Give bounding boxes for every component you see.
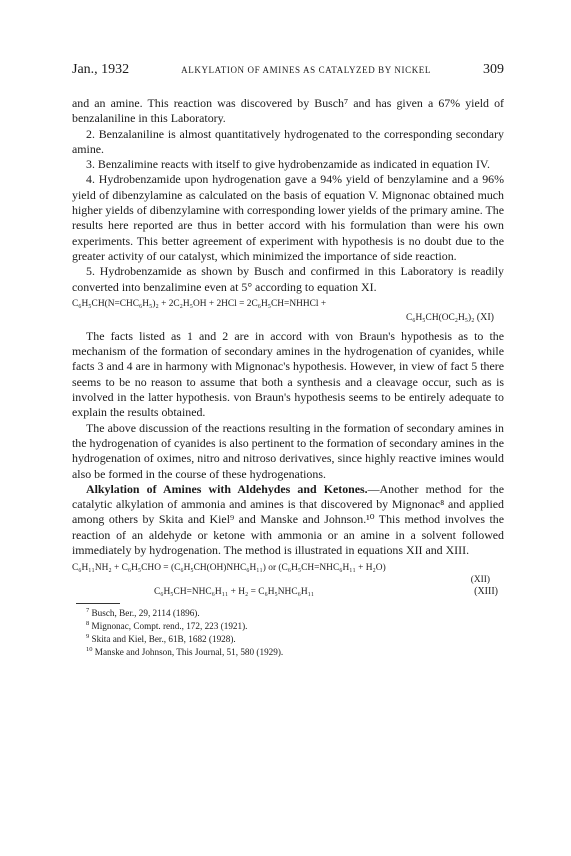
footnote-mark: 9 [86,633,90,641]
footnote-divider [76,603,120,604]
running-header [72,62,504,84]
page-number: 309 [482,62,504,77]
equation-xii-tag: (XII) [470,575,490,586]
equation-xii [72,561,504,585]
equation-xiii-tag: (XIII) [474,586,498,598]
footnote-mark: 7 [86,607,90,615]
paragraph-continuation: and an amine. This reaction was discovered by Busch⁷ and has given a 67% yield of benzalaniline in this Laboratory. [72,96,504,126]
section-heading: Alkylation of Amines with Aldehydes and Ketones. [86,481,368,496]
equation-xi-tag: (XI) [476,311,494,323]
equation-xii-line: C₆H₁₁NH₂ + C₆H₅CHO = (C₆H₅CH(OH)NHC₆H₁₁) or (C₆H₅CH=NHC₆H₁₁ + H₂O) [72,563,386,574]
equation-xi-line-2 [72,311,504,325]
footnote-text: Skita and Kiel, Ber., 61B, 1682 (1928). [91,634,236,645]
paragraph-alkylation [72,482,504,558]
footnote-text: Manske and Johnson, This Journal, 51, 580 (1929). [94,647,284,658]
paragraph-pertinent: The above discussion of the reactions resulting in the formation of secondary amines in the hydrogenation of cyanides is also pertinent to the formation of secondary amines in the hydrogenation of oximes, nitro and nitroso derivatives, since highly reactive imines would also be formed in the course of these hydrogenations. [72,420,504,481]
paragraph-fact-3: 3. Benzalimine reacts with itself to give hydrobenzamide as indicated in equation IV. [86,157,490,172]
footnote-text: Mignonac, Compt. rend., 172, 223 (1921). [91,621,248,632]
footnote-10 [72,646,504,659]
header-date: Jan., 1932 [72,62,130,77]
equation-xiii [72,585,504,599]
paragraph-fact-5: 5. Hydrobenzamide as shown by Busch and confirmed in this Laboratory is readily converted into benzalimine even at 5° according to equation XI. [72,264,504,294]
footnote-mark: 10 [86,646,93,654]
equation-xi [72,297,504,325]
paragraph-fact-2: 2. Benzalaniline is almost quantitatively hydrogenated to the corresponding secondary amine. [72,126,504,156]
page [72,62,504,659]
equation-xiii-line: C₆H₅CH=NHC₆H₁₁ + H₂ = C₆H₅NHC₆H₁₁ [154,587,315,598]
header-running-title: ALKYLATION OF AMINES AS CATALYZED BY NICKEL [181,65,431,75]
equation-xi-product: C₆H₅CH(OC₂H₅)₂ [406,312,475,323]
footnote-9 [72,633,504,646]
footnote-8 [72,620,504,633]
equation-xi-line-1: C₆H₅CH(N=CHC₆H₅)₂ + 2C₂H₅OH + 2HCl = 2C₆H₅CH=NHHCl + [72,298,327,309]
footnote-text: Busch, Ber., 29, 2114 (1896). [91,608,200,619]
footnote-7 [72,607,504,620]
paragraph-fact-4: 4. Hydrobenzamide upon hydrogenation gave a 94% yield of benzylamine and a 96% yield of dibenzylamine as calculated on the basis of equation V. Mignonac obtained much higher yields of dibenzylamine with corresponding lower yields of the primary amine. The results here reported are thus in better accord with his formulation than were his own experiments. This better agreement of experiment with hypothesis is no doubt due to the greater activity of our catalyst, which minimized the importance of side reaction. [72,172,504,263]
footnote-mark: 8 [86,620,90,628]
paragraph-alkylation-body: —Another method for the catalytic alkylation of ammonia and amines is that discovered by Mignonac⁸ and applied among others by Skita and Kiel⁹ and Manske and Johnson.¹⁰ This method involves the reaction of an aldehyde or ketone with ammonia or an amine in a solvent followed immediately by hydrogenation. The method is illustrated in equations XII and XIII. [72,481,504,558]
paragraph-discussion: The facts listed as 1 and 2 are in accord with von Braun's hypothesis as to the mechanism of the formation of secondary amines in the hydrogenation of cyanides, while facts 3 and 4 are in harmony with Mignonac's hypothesis. However, in view of fact 5 there seems to be no reason to assume that both a synthesis and a cleavage occur, such as is involved in the latter hypothesis. von Braun's hypothesis seems to be entirely adequate to explain the results obtained. [72,328,504,420]
